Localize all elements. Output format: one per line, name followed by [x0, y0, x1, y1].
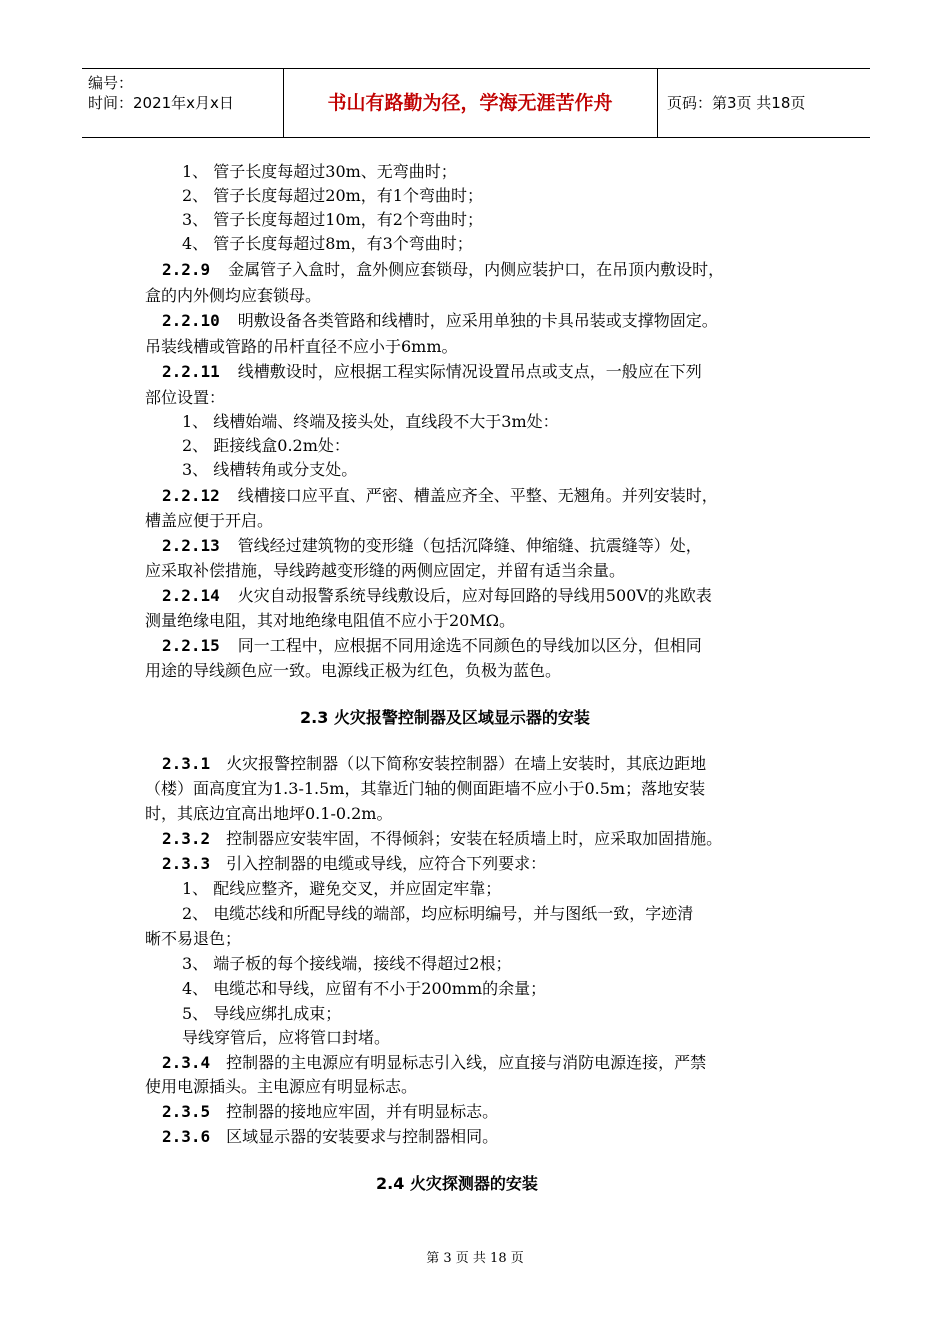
clause-text: 控制器的主电源应有明显标志引入线，应直接与消防电源连接，严禁: [226, 1053, 707, 1072]
clause: [162, 360, 702, 384]
header-page-info: 页码：第3页 共18页: [667, 94, 806, 112]
list-item: 4、 管子长度每超过8m，有3个弯曲时；: [182, 234, 473, 253]
text-line: 使用电源插头。主电源应有明显标志。: [145, 1077, 418, 1096]
list-item: 2、 管子长度每超过20m，有1个弯曲时；: [182, 186, 483, 205]
clause: [162, 634, 702, 658]
text-line: 晰不易退色；: [145, 929, 242, 948]
clause-text: 管线经过建筑物的变形缝（包括沉降缝、伸缩缝、抗震缝等）处，: [237, 536, 702, 555]
clause-number: 2.2.10: [162, 311, 220, 330]
clause-number: 2.3.1: [162, 754, 211, 773]
text-line: （楼）面高度宜为1.3-1.5m，其靠近门轴的侧面距墙不应小于0.5m；落地安装: [145, 779, 706, 798]
clause-number: 2.3.3: [162, 854, 211, 873]
clause-text: 引入控制器的电缆或导线，应符合下列要求：: [226, 854, 547, 873]
clause-number: 2.2.15: [162, 636, 220, 655]
list-item: 5、 导线应绑扎成束；: [182, 1004, 342, 1023]
text-line: 吊装线槽或管路的吊杆直径不应小于6mm。: [145, 337, 458, 356]
text-line: 部位设置：: [145, 388, 226, 407]
list-item: 3、 端子板的每个接线端，接线不得超过2根；: [182, 954, 512, 973]
clause-text: 控制器的接地应牢固，并有明显标志。: [226, 1102, 499, 1121]
header-left: [88, 73, 234, 113]
clause-text: 同一工程中，应根据不同用途选不同颜色的导线加以区分，但相同: [237, 636, 702, 655]
list-item: 4、 电缆芯和导线，应留有不小于200mm的余量；: [182, 979, 547, 998]
text-line: 槽盖应便于开启。: [145, 511, 274, 530]
list-item: 1、 管子长度每超过30m、无弯曲时；: [182, 162, 457, 181]
list-item: 2、 电缆芯线和所配导线的端部，均应标明编号，并与图纸一致，字迹清: [182, 904, 694, 923]
clause-number: 2.2.9: [162, 260, 211, 279]
clause-text: 明敷设备各类管路和线槽时，应采用单独的卡具吊装或支撑物固定。: [237, 311, 718, 330]
clause: [162, 584, 712, 608]
clause-number: 2.2.14: [162, 586, 220, 605]
clause-text: 金属管子入盒时，盒外侧应套锁母，内侧应装护口，在吊顶内敷设时，: [228, 260, 725, 279]
clause: [162, 852, 546, 876]
clause: [162, 484, 718, 508]
list-item: 1、 配线应整齐，避免交叉，并应固定牢靠；: [182, 879, 502, 898]
clause: [162, 1051, 706, 1075]
list-item: 2、 距接线盒0.2m处：: [182, 436, 350, 455]
clause-text: 火灾报警控制器（以下简称安装控制器）在墙上安装时，其底边距地: [226, 754, 707, 773]
clause-number: 2.3.4: [162, 1053, 211, 1072]
clause: [162, 258, 724, 282]
clause: [162, 827, 722, 851]
code-label: 编号：: [88, 74, 134, 92]
clause-number: 2.2.11: [162, 362, 220, 381]
text-line: 导线穿管后，应将管口封堵。: [182, 1028, 391, 1047]
page-footer: 第 3 页 共 18 页: [426, 1251, 524, 1266]
section-title: 2.3 火灾报警控制器及区域显示器的安装: [300, 708, 590, 727]
clause-number: 2.2.13: [162, 536, 220, 555]
clause-text: 线槽接口应平直、严密、槽盖应齐全、平整、无翘角。并列安装时，: [237, 486, 718, 505]
clause-number: 2.3.6: [162, 1127, 211, 1146]
list-item: 3、 管子长度每超过10m，有2个弯曲时；: [182, 210, 483, 229]
text-line: 应采取补偿措施，导线跨越变形缝的两侧应固定，并留有适当余量。: [145, 561, 626, 580]
clause-text: 线槽敷设时，应根据工程实际情况设置吊点或支点，一般应在下列: [237, 362, 702, 381]
header-motto: 书山有路勤为径，学海无涯苦作舟: [327, 92, 613, 114]
clause-number: 2.3.2: [162, 829, 211, 848]
header-divider: [657, 69, 658, 137]
text-line: 测量绝缘电阻，其对地绝缘电阻值不应小于20MΩ。: [145, 611, 516, 630]
clause-number: 2.3.5: [162, 1102, 211, 1121]
date-line: 时间：2021年x月x日: [88, 94, 234, 112]
clause: [162, 1125, 498, 1149]
page-header: [82, 68, 870, 138]
clause-text: 区域显示器的安装要求与控制器相同。: [226, 1127, 499, 1146]
clause: [162, 534, 702, 558]
clause-text: 火灾自动报警系统导线敷设后，应对每回路的导线用500V的兆欧表: [237, 586, 712, 605]
clause: [162, 752, 706, 776]
section-title: 2.4 火灾探测器的安装: [376, 1174, 538, 1193]
text-line: 盒的内外侧均应套锁母。: [145, 286, 322, 305]
list-item: 3、 线槽转角或分支处。: [182, 460, 358, 479]
list-item: 1、 线槽始端、终端及接头处，直线段不大于3m处：: [182, 412, 559, 431]
text-line: 时，其底边宜高出地坪0.1-0.2m。: [145, 804, 393, 823]
text-line: 用途的导线颜色应一致。电源线正极为红色，负极为蓝色。: [145, 661, 562, 680]
clause-text: 控制器应安装牢固，不得倾斜；安装在轻质墙上时，应采取加固措施。: [226, 829, 723, 848]
clause: [162, 309, 718, 333]
clause: [162, 1100, 498, 1124]
clause-number: 2.2.12: [162, 486, 220, 505]
